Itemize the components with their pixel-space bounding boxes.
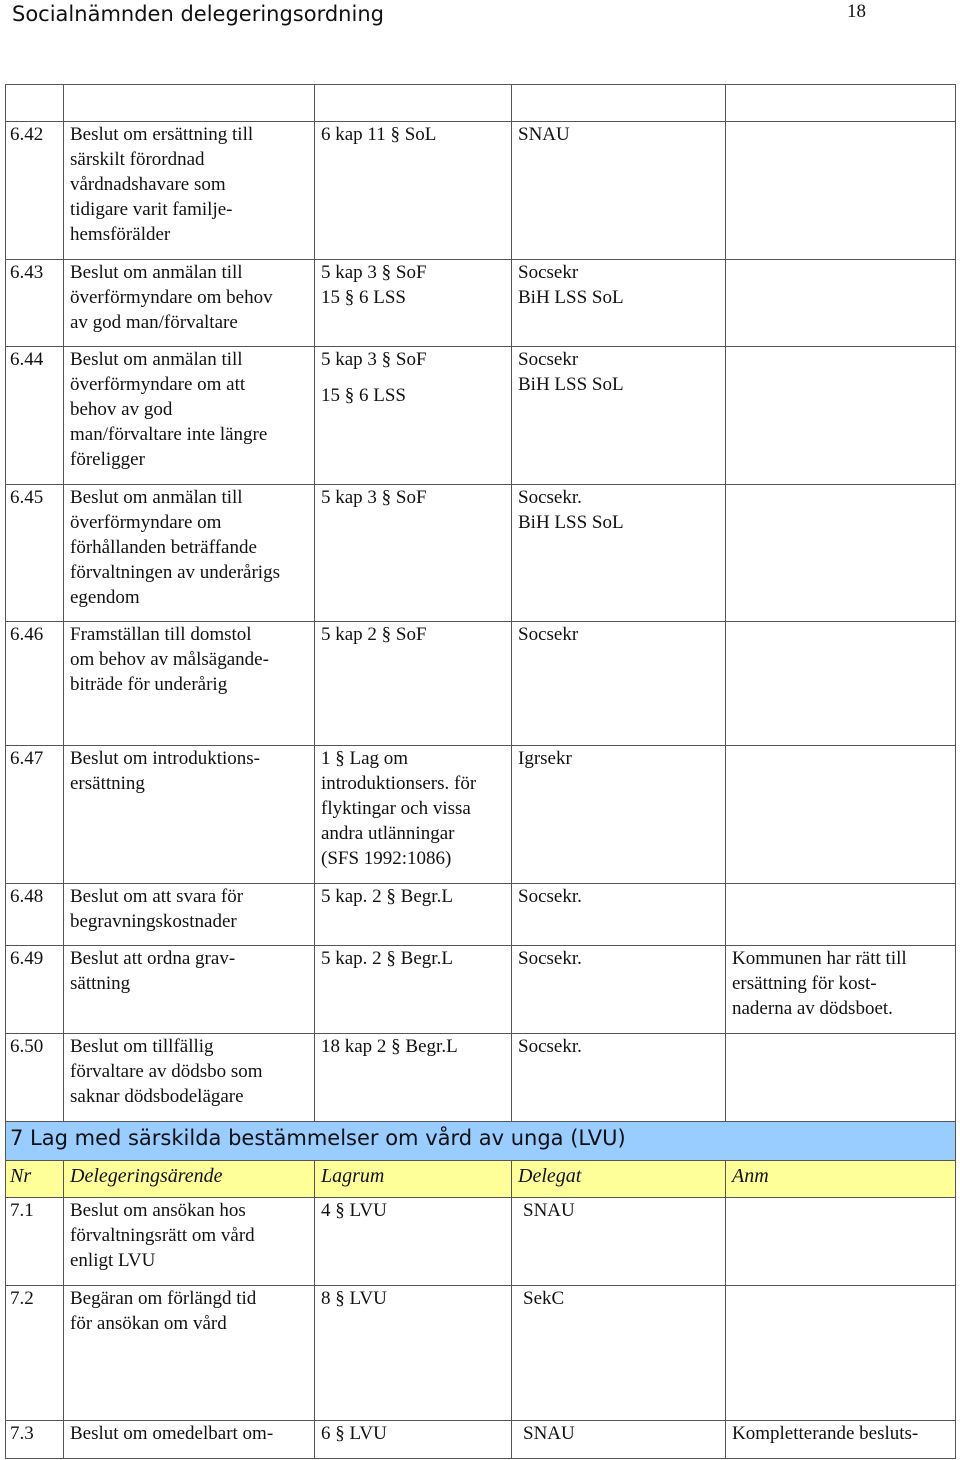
row-delegate: Socsekr. bbox=[518, 886, 582, 907]
row-law: 4 § LVU bbox=[321, 1200, 387, 1221]
table-row bbox=[5, 883, 955, 946]
row-case: Beslut att ordna grav- sättning bbox=[70, 948, 236, 994]
row-case: Begäran om förlängd tid för ansökan om vård bbox=[70, 1288, 257, 1334]
table-bottom-border bbox=[5, 1458, 955, 1459]
document-title: Socialnämnden delegeringsordning bbox=[12, 2, 384, 26]
row-number: 6.45 bbox=[10, 487, 44, 508]
page-number: 18 bbox=[847, 1, 866, 22]
column-divider bbox=[511, 1160, 512, 1459]
page-header bbox=[12, 0, 952, 30]
row-case: Beslut om ansökan hos förvaltningsrätt om vård enligt LVU bbox=[70, 1200, 255, 1271]
row-number: 6.48 bbox=[10, 886, 44, 907]
column-divider bbox=[63, 1160, 64, 1459]
row-delegate: SNAU bbox=[518, 124, 570, 145]
row-delegate: Igrsekr bbox=[518, 748, 572, 769]
row-case: Beslut om att svara för begravningskostnader bbox=[70, 886, 244, 932]
row-case: Beslut om introduktions- ersättning bbox=[70, 748, 260, 794]
column-header-nr: Nr bbox=[10, 1165, 32, 1187]
row-number: 6.43 bbox=[10, 262, 44, 283]
row-case: Framställan till domstol om behov av målsägande- biträde för underårig bbox=[70, 624, 269, 695]
row-number: 6.44 bbox=[10, 349, 44, 370]
row-law: 5 kap. 2 § Begr.L bbox=[321, 948, 453, 969]
row-law: 5 kap 3 § SoF bbox=[321, 487, 427, 508]
row-law: 5 kap. 2 § Begr.L bbox=[321, 886, 453, 907]
column-divider bbox=[725, 84, 726, 1121]
row-number: 6.47 bbox=[10, 748, 44, 769]
row-law: 1 § Lag om introduktionsers. för flyktingar och vissa andra utlänningar (SFS 1992:1086) bbox=[321, 748, 477, 869]
column-divider bbox=[63, 84, 64, 1121]
row-case: Beslut om anmälan till överförmyndare om förhållanden beträffande förvaltningen av underårigs egendom bbox=[70, 487, 280, 608]
section-title: 7 Lag med särskilda bestämmelser om vård av unga (LVU) bbox=[10, 1126, 626, 1150]
column-divider bbox=[314, 84, 315, 1121]
row-case: Beslut om anmälan till överförmyndare om att behov av god man/förvaltare inte längre föreligger bbox=[70, 349, 268, 470]
table-row bbox=[5, 745, 955, 884]
table-border-right bbox=[955, 84, 956, 1459]
row-number: 7.1 bbox=[10, 1200, 34, 1221]
column-divider bbox=[725, 1160, 726, 1459]
row-case: Beslut om anmälan till överförmyndare om behov av god man/förvaltare bbox=[70, 262, 273, 333]
table-row bbox=[5, 1033, 955, 1122]
row-number: 7.2 bbox=[10, 1288, 34, 1309]
table-row bbox=[5, 484, 955, 622]
row-law: 6 kap 11 § SoL bbox=[321, 124, 437, 145]
row-number: 6.49 bbox=[10, 948, 44, 969]
row-law: 18 kap 2 § Begr.L bbox=[321, 1036, 458, 1057]
column-header-case: Delegeringsärende bbox=[70, 1165, 223, 1187]
row-case: Beslut om ersättning till särskilt förordnad vårdnadshavare som tidigare varit familje- hemsförälder bbox=[70, 124, 254, 245]
row-delegate: Socsekr bbox=[518, 624, 579, 645]
row-number: 7.3 bbox=[10, 1423, 34, 1444]
row-delegate: Socsekr. BiH LSS SoL bbox=[518, 487, 624, 533]
column-divider bbox=[511, 84, 512, 1121]
row-delegate: Socsekr. bbox=[518, 1036, 582, 1057]
row-number: 6.46 bbox=[10, 624, 44, 645]
row-law: 5 kap 3 § SoF 15 § 6 LSS bbox=[321, 349, 427, 406]
row-law: 5 kap 3 § SoF 15 § 6 LSS bbox=[321, 262, 427, 308]
table-row bbox=[5, 1285, 955, 1421]
column-header-note: Anm bbox=[732, 1165, 769, 1187]
row-delegate: Socsekr BiH LSS SoL bbox=[518, 349, 624, 395]
table-row bbox=[5, 259, 955, 347]
table-border-left bbox=[5, 84, 6, 1459]
row-delegate: Socsekr BiH LSS SoL bbox=[518, 262, 624, 308]
row-case: Beslut om omedelbart om- bbox=[70, 1423, 274, 1444]
row-delegate: SNAU bbox=[523, 1423, 575, 1444]
column-header-delegate: Delegat bbox=[518, 1165, 582, 1187]
row-note: Kommunen har rätt till ersättning för kost- naderna av dödsboet. bbox=[732, 948, 907, 1019]
row-delegate: SNAU bbox=[523, 1200, 575, 1221]
row-number: 6.50 bbox=[10, 1036, 44, 1057]
row-case: Beslut om tillfällig förvaltare av dödsbo som saknar dödsbodelägare bbox=[70, 1036, 263, 1107]
table-row bbox=[5, 945, 955, 1034]
row-number: 6.42 bbox=[10, 124, 44, 145]
row-law: 8 § LVU bbox=[321, 1288, 387, 1309]
row-law: 5 kap 2 § SoF bbox=[321, 624, 427, 645]
table-row bbox=[5, 621, 955, 746]
column-header-row bbox=[5, 1160, 955, 1198]
section-heading-band bbox=[5, 1121, 955, 1161]
table-row bbox=[5, 1420, 955, 1459]
row-delegate: SekC bbox=[523, 1288, 565, 1309]
table-row bbox=[5, 1197, 955, 1286]
table-row bbox=[5, 346, 955, 485]
column-header-law: Lagrum bbox=[321, 1165, 385, 1187]
table-spacer-row bbox=[5, 84, 955, 122]
row-law: 6 § LVU bbox=[321, 1423, 387, 1444]
column-divider bbox=[314, 1160, 315, 1459]
table-row bbox=[5, 121, 955, 259]
row-delegate: Socsekr. bbox=[518, 948, 582, 969]
row-note: Kompletterande besluts- bbox=[732, 1423, 919, 1444]
